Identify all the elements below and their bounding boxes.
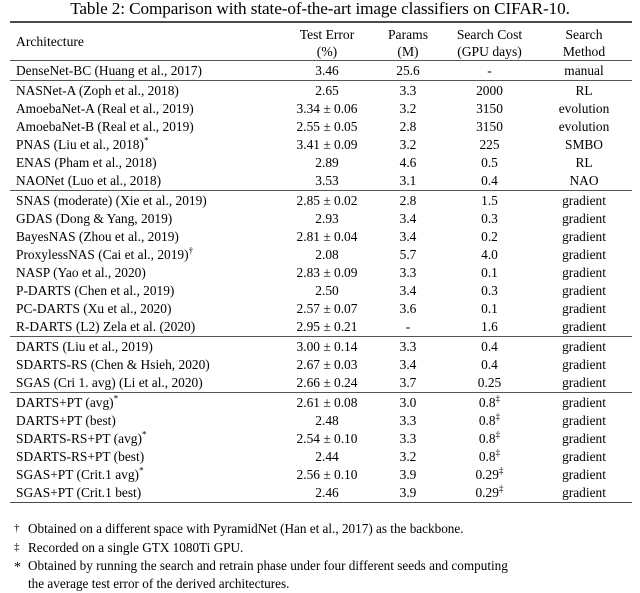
column-header-search-method-line1: Search bbox=[565, 27, 603, 42]
cell-architecture: BayesNAS (Zhou et al., 2019) bbox=[16, 229, 179, 244]
footnote-marker: * bbox=[141, 429, 147, 440]
table-header-row bbox=[10, 22, 632, 61]
table-row bbox=[10, 337, 632, 357]
cell-architecture: DARTS+PT (avg)* bbox=[16, 393, 119, 410]
table-row bbox=[10, 356, 632, 374]
footnote-marker: * bbox=[139, 465, 144, 476]
cell-search-cost: 0.8‡ bbox=[478, 429, 501, 446]
cell-params: 4.6 bbox=[399, 155, 417, 170]
cell-search-method: gradient bbox=[562, 319, 606, 334]
cell-search-method: RL bbox=[575, 155, 593, 170]
cell-search-method: gradient bbox=[562, 485, 606, 500]
footnote bbox=[10, 557, 632, 592]
cell-test-error: 2.95 ± 0.21 bbox=[296, 319, 358, 334]
table-row bbox=[10, 61, 632, 81]
cell-architecture: ENAS (Pham et al., 2018) bbox=[16, 155, 157, 170]
table-row bbox=[10, 172, 632, 191]
column-header-architecture: Architecture bbox=[16, 34, 84, 49]
cell-params: 3.0 bbox=[399, 395, 417, 410]
table-row bbox=[10, 191, 632, 211]
footnote-marker: ‡ bbox=[14, 540, 20, 553]
cell-test-error: 2.56 ± 0.10 bbox=[296, 467, 358, 482]
cell-search-cost: 0.29‡ bbox=[475, 483, 504, 500]
cell-search-method: gradient bbox=[562, 283, 606, 298]
cell-search-cost: 0.8‡ bbox=[478, 411, 501, 428]
footnote-marker: † bbox=[188, 245, 194, 256]
cell-test-error: 2.65 bbox=[315, 83, 339, 98]
cell-test-error: 2.67 ± 0.03 bbox=[296, 357, 358, 372]
cell-search-cost: 4.0 bbox=[481, 247, 498, 262]
column-header-params-line2: (M) bbox=[397, 44, 419, 59]
column-header-search-cost bbox=[443, 22, 536, 61]
cell-params: 3.9 bbox=[399, 485, 417, 500]
cell-params: 3.2 bbox=[399, 101, 417, 116]
column-header-test-error bbox=[281, 22, 373, 61]
cell-params: - bbox=[405, 319, 411, 334]
cell-search-cost: 0.5 bbox=[481, 155, 498, 170]
cell-test-error: 2.50 bbox=[315, 283, 339, 298]
table-row bbox=[10, 118, 632, 136]
cell-search-method: evolution bbox=[558, 119, 610, 134]
cell-test-error: 2.61 ± 0.08 bbox=[296, 395, 358, 410]
cell-search-method: NAO bbox=[569, 173, 599, 188]
table-body bbox=[10, 61, 632, 503]
cell-params: 2.8 bbox=[399, 193, 417, 208]
footnote-marker: ‡ bbox=[498, 465, 504, 476]
table-row bbox=[10, 448, 632, 466]
cell-search-method: gradient bbox=[562, 395, 606, 410]
table-row bbox=[10, 412, 632, 430]
cell-test-error: 2.08 bbox=[315, 247, 339, 262]
cell-search-method: gradient bbox=[562, 265, 606, 280]
table-row bbox=[10, 484, 632, 503]
cell-search-method: manual bbox=[564, 63, 604, 78]
cell-test-error: 2.46 bbox=[315, 485, 339, 500]
cell-params: 3.4 bbox=[399, 357, 417, 372]
cell-search-cost: 1.6 bbox=[481, 319, 498, 334]
cell-search-method: gradient bbox=[562, 467, 606, 482]
table-row bbox=[10, 246, 632, 264]
footnote-text-continued: the average test error of the derived architectures. bbox=[28, 575, 290, 591]
cell-test-error: 2.93 bbox=[315, 211, 339, 226]
cell-search-cost: 0.3 bbox=[481, 211, 498, 226]
cell-architecture: SDARTS-RS (Chen & Hsieh, 2020) bbox=[16, 357, 210, 372]
cell-search-cost: 225 bbox=[479, 137, 500, 152]
column-header-search-cost-line1: Search Cost bbox=[456, 27, 523, 42]
table-caption: Table 2: Comparison with state-of-the-art image classifiers on CIFAR-10. bbox=[70, 0, 570, 18]
footnote-list bbox=[10, 519, 632, 592]
cell-params: 3.4 bbox=[399, 211, 417, 226]
cell-test-error: 2.89 bbox=[315, 155, 339, 170]
cell-test-error: 2.81 ± 0.04 bbox=[296, 229, 358, 244]
cell-test-error: 3.53 bbox=[315, 173, 339, 188]
cell-search-cost: 0.2 bbox=[481, 229, 498, 244]
column-header-params bbox=[373, 22, 443, 61]
cell-search-cost: 0.3 bbox=[481, 283, 498, 298]
cell-architecture: NASP (Yao et al., 2020) bbox=[16, 265, 146, 280]
cell-search-method: gradient bbox=[562, 431, 606, 446]
cell-architecture: DenseNet-BC (Huang et al., 2017) bbox=[16, 63, 202, 78]
cell-architecture: SDARTS-RS+PT (avg)* bbox=[16, 429, 147, 446]
table-row bbox=[10, 81, 632, 101]
cell-test-error: 2.44 bbox=[315, 449, 339, 464]
table-row bbox=[10, 318, 632, 337]
cell-search-method: gradient bbox=[562, 449, 606, 464]
cell-test-error: 3.41 ± 0.09 bbox=[296, 137, 358, 152]
footnote bbox=[10, 520, 632, 538]
table-row bbox=[10, 374, 632, 393]
results-table-container bbox=[10, 21, 632, 503]
cell-architecture: AmoebaNet-B (Real et al., 2019) bbox=[16, 119, 194, 134]
cell-search-cost: 3150 bbox=[476, 119, 503, 134]
cell-architecture: P-DARTS (Chen et al., 2019) bbox=[16, 283, 175, 298]
cell-search-method: gradient bbox=[562, 229, 606, 244]
cell-architecture: ProxylessNAS (Cai et al., 2019)† bbox=[16, 245, 194, 262]
table-row bbox=[10, 393, 632, 413]
cell-test-error: 2.54 ± 0.10 bbox=[296, 431, 358, 446]
cell-search-cost: 0.8‡ bbox=[478, 393, 501, 410]
table-row bbox=[10, 300, 632, 318]
cell-params: 3.3 bbox=[399, 83, 417, 98]
cell-params: 3.3 bbox=[399, 265, 417, 280]
cell-test-error: 2.83 ± 0.09 bbox=[296, 265, 358, 280]
cell-search-cost: 0.4 bbox=[481, 339, 498, 354]
cell-params: 3.3 bbox=[399, 339, 417, 354]
table-row bbox=[10, 264, 632, 282]
column-header-test-error-line1: Test Error bbox=[299, 27, 355, 42]
footnote-text: Obtained by running the search and retrain phase under four different seeds and computing bbox=[28, 558, 508, 574]
cell-search-cost: 0.25 bbox=[477, 375, 502, 390]
cell-test-error: 2.55 ± 0.05 bbox=[296, 119, 358, 134]
cell-params: 3.6 bbox=[399, 301, 417, 316]
cell-params: 3.1 bbox=[399, 173, 417, 188]
footnote-marker: * bbox=[14, 560, 21, 576]
footnote-text: Obtained on a different space with PyramidNet (Han et al., 2017) as the backbone. bbox=[28, 521, 464, 536]
cell-params: 3.7 bbox=[399, 375, 417, 390]
cell-search-cost: 2000 bbox=[476, 83, 503, 98]
cell-architecture: DARTS (Liu et al., 2019) bbox=[16, 339, 153, 354]
cell-architecture: SGAS+PT (Crit.1 avg)* bbox=[16, 465, 144, 482]
cell-params: 25.6 bbox=[396, 63, 420, 78]
table-row bbox=[10, 100, 632, 118]
cell-test-error: 2.66 ± 0.24 bbox=[296, 375, 358, 390]
cell-test-error: 3.34 ± 0.06 bbox=[296, 101, 358, 116]
table-row bbox=[10, 466, 632, 484]
cell-search-method: gradient bbox=[562, 375, 606, 390]
cell-search-cost: 0.4 bbox=[481, 357, 498, 372]
cell-search-method: gradient bbox=[562, 339, 606, 354]
cell-params: 5.7 bbox=[399, 247, 417, 262]
table-row bbox=[10, 430, 632, 448]
cell-architecture: PC-DARTS (Xu et al., 2020) bbox=[16, 301, 172, 316]
cell-search-cost: 0.8‡ bbox=[478, 447, 501, 464]
table-row bbox=[10, 154, 632, 172]
footnote-marker: ‡ bbox=[498, 483, 504, 494]
cell-params: 3.3 bbox=[399, 431, 417, 446]
cell-architecture: NAONet (Luo et al., 2018) bbox=[16, 173, 162, 188]
cell-architecture: AmoebaNet-A (Real et al., 2019) bbox=[16, 101, 194, 116]
footnote-marker: * bbox=[143, 135, 149, 146]
cell-search-method: gradient bbox=[562, 211, 606, 226]
column-header-search-cost-line2: (GPU days) bbox=[457, 44, 522, 59]
cell-params: 3.2 bbox=[399, 137, 417, 152]
footnote bbox=[10, 539, 632, 557]
cell-search-cost: 3150 bbox=[476, 101, 503, 116]
cell-test-error: 2.48 bbox=[315, 413, 339, 428]
cell-search-method: RL bbox=[575, 83, 593, 98]
footnote-marker: ‡ bbox=[495, 447, 501, 458]
footnote-marker: ‡ bbox=[495, 429, 501, 440]
column-header-params-line1: Params bbox=[387, 27, 429, 42]
table-row bbox=[10, 136, 632, 154]
cell-search-method: gradient bbox=[562, 357, 606, 372]
cell-params: 3.4 bbox=[399, 229, 417, 244]
cell-search-method: gradient bbox=[562, 301, 606, 316]
table-row bbox=[10, 282, 632, 300]
cell-search-cost: 0.1 bbox=[481, 265, 498, 280]
column-header-search-method bbox=[536, 22, 632, 61]
cell-test-error: 2.85 ± 0.02 bbox=[296, 193, 358, 208]
cell-params: 2.8 bbox=[399, 119, 417, 134]
table-row bbox=[10, 210, 632, 228]
cell-test-error: 2.57 ± 0.07 bbox=[296, 301, 358, 316]
cell-search-method: gradient bbox=[562, 193, 606, 208]
table-header bbox=[10, 22, 632, 61]
cell-search-cost: - bbox=[487, 63, 492, 78]
table-row bbox=[10, 228, 632, 246]
cell-params: 3.2 bbox=[399, 449, 417, 464]
results-table bbox=[10, 21, 632, 503]
cell-params: 3.3 bbox=[399, 413, 417, 428]
cell-architecture: SNAS (moderate) (Xie et al., 2019) bbox=[16, 193, 207, 208]
footnote-marker: * bbox=[113, 393, 119, 404]
cell-test-error: 3.46 bbox=[315, 63, 339, 78]
cell-architecture: SDARTS-RS+PT (best) bbox=[16, 449, 145, 464]
cell-params: 3.4 bbox=[399, 283, 417, 298]
cell-search-method: SMBO bbox=[565, 137, 603, 152]
cell-architecture: PNAS (Liu et al., 2018)* bbox=[16, 135, 149, 152]
column-header-search-method-line2: Method bbox=[562, 44, 606, 59]
cell-test-error: 3.00 ± 0.14 bbox=[296, 339, 358, 354]
cell-search-cost: 0.29‡ bbox=[475, 465, 504, 482]
cell-search-cost: 1.5 bbox=[481, 193, 498, 208]
cell-search-method: evolution bbox=[558, 101, 610, 116]
footnote-text: Recorded on a single GTX 1080Ti GPU. bbox=[28, 539, 244, 555]
cell-search-method: gradient bbox=[562, 413, 606, 428]
footnote-marker: ‡ bbox=[495, 411, 501, 422]
cell-architecture: DARTS+PT (best) bbox=[16, 413, 116, 428]
cell-params: 3.9 bbox=[399, 467, 417, 482]
cell-architecture: NASNet-A (Zoph et al., 2018) bbox=[16, 83, 179, 98]
cell-architecture: GDAS (Dong & Yang, 2019) bbox=[16, 211, 173, 226]
footnote-marker: ‡ bbox=[495, 393, 501, 404]
column-header-test-error-line2: (%) bbox=[316, 44, 338, 59]
cell-search-method: gradient bbox=[562, 247, 606, 262]
footnote-marker: † bbox=[14, 522, 20, 534]
cell-search-cost: 0.4 bbox=[481, 173, 498, 188]
cell-search-cost: 0.1 bbox=[481, 301, 498, 316]
cell-architecture: R-DARTS (L2) Zela et al. (2020) bbox=[16, 319, 196, 334]
cell-architecture: SGAS+PT (Crit.1 best) bbox=[16, 485, 142, 500]
cell-architecture: SGAS (Cri 1. avg) (Li et al., 2020) bbox=[16, 375, 203, 390]
